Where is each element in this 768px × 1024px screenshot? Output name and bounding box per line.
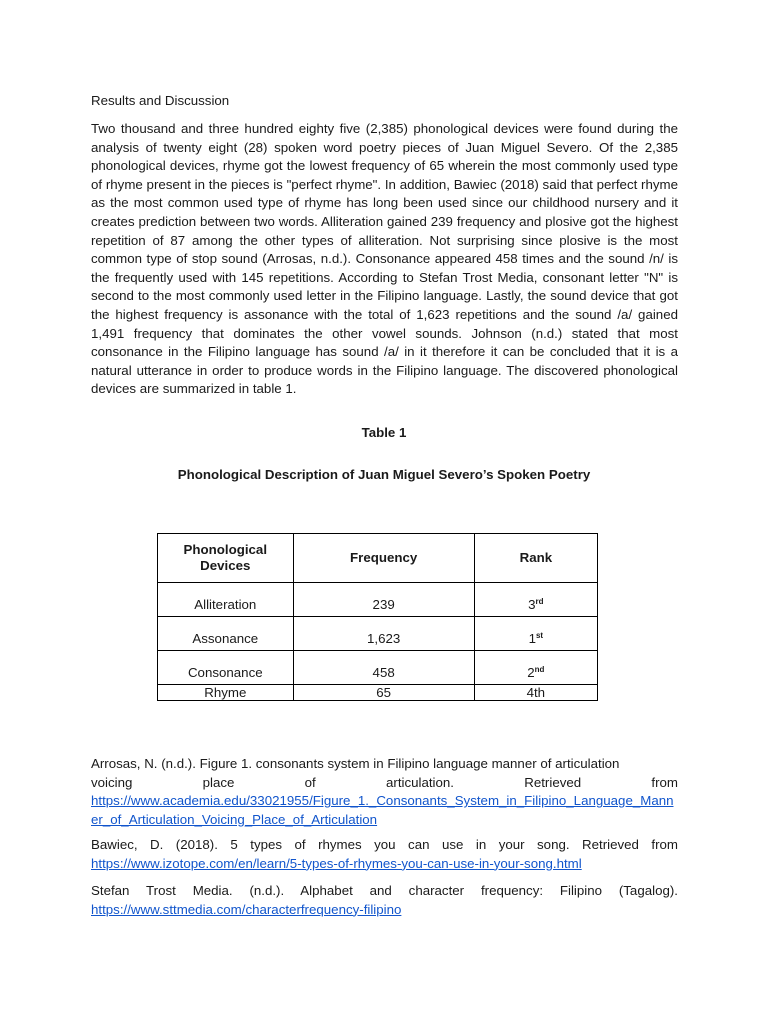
header-rank: Rank bbox=[474, 534, 597, 583]
rank-suffix: nd bbox=[534, 665, 545, 675]
cell-rank: 4th bbox=[474, 685, 597, 701]
cell-frequency: 65 bbox=[293, 685, 474, 701]
cell-frequency: 239 bbox=[293, 583, 474, 617]
cell-frequency: 458 bbox=[293, 651, 474, 685]
cell-rank bbox=[474, 651, 597, 685]
results-paragraph: Two thousand and three hundred eighty five (2,385) phonological devices were found during the analysis of twenty eight (28) spoken word poetry pieces of Juan Miguel Severo. Of the 2,385 phonological devices, rhyme got the lowest frequency of 65 wherein the most commonly used type of rhyme present in the pieces is "perfect rhyme". In addition, Bawiec (2018) said that perfect rhyme as the most common used type of rhyme has long been used since our childhood nursery and it creates prediction between two words. Alliteration gained 239 frequency and plosive got the highest repetition of 87 among the other types of alliteration. Not surprising since plosive is the most common type of stop sound (Arrosas, n.d.). Consonance appeared 458 times and the sound /n/ is the frequently used with 145 repetitions. According to Stefan Trost Media, consonant letter "N" is second to the most commonly used letter in the Filipino language. Lastly, the sound device that got the highest frequency is assonance with the total of 1,623 repetitions and the sound /a/ gained 1,491 frequency that dominates the other vowel sounds. Johnson (n.d.) stated that most consonance in the Filipino language has sound /a/ in it therefore it can be concluded that it is a natural utterance in order to produce words in the Filipino language. The discovered phonological devices are summarized in table 1. bbox=[91, 121, 678, 397]
rank-number: 2 bbox=[527, 665, 535, 681]
cell-device: Consonance bbox=[158, 651, 294, 685]
rank-suffix: rd bbox=[535, 597, 544, 607]
reference-text-line1: Arrosas, N. (n.d.). Figure 1. consonants system in Filipino language manner of articulation bbox=[91, 756, 620, 771]
rank-number: 3 bbox=[528, 597, 536, 613]
table-row bbox=[158, 685, 598, 701]
cell-device: Assonance bbox=[158, 617, 294, 651]
phonological-devices-table bbox=[157, 533, 598, 701]
table-row bbox=[158, 651, 598, 685]
reference-link-izotope[interactable]: https://www.izotope.com/en/learn/5-types-of-rhymes-you-can-use-in-your-song.html bbox=[91, 855, 582, 871]
reference-arrosas bbox=[91, 755, 678, 829]
cell-device: Alliteration bbox=[158, 583, 294, 617]
cell-frequency: 1,623 bbox=[293, 617, 474, 651]
table-row bbox=[158, 583, 598, 617]
cell-device: Rhyme bbox=[158, 685, 294, 701]
section-heading: Results and Discussion bbox=[91, 93, 230, 108]
rank-number: 1 bbox=[528, 631, 536, 647]
cell-rank bbox=[474, 617, 597, 651]
cell-rank bbox=[474, 583, 597, 617]
reference-text: Bawiec, D. (2018). 5 types of rhymes you can use in your song. Retrieved from bbox=[91, 837, 678, 852]
reference-text: Stefan Trost Media. (n.d.). Alphabet and character frequency: Filipino (Tagalog). bbox=[91, 883, 678, 898]
reference-stefan-trost bbox=[91, 882, 678, 919]
header-devices-line2: Devices bbox=[200, 558, 251, 573]
rank-suffix: st bbox=[535, 631, 544, 641]
reference-text-line2: voicing place of articulation. Retrieved from bbox=[91, 774, 678, 790]
table-number: Table 1 bbox=[361, 425, 407, 440]
reference-link-academia[interactable]: https://www.academia.edu/33021955/Figure_1._Consonants_System_in_Filipino_Language_Manner_of_Articulation_Voicing_Place_of_Articulation bbox=[91, 793, 674, 827]
table-header-row bbox=[158, 534, 598, 583]
reference-bawiec bbox=[91, 836, 678, 873]
reference-link-sttmedia[interactable]: https://www.sttmedia.com/characterfrequency-filipino bbox=[91, 901, 402, 917]
table-title: Phonological Description of Juan Miguel Severo’s Spoken Poetry bbox=[177, 467, 591, 482]
header-devices-line1: Phonological bbox=[183, 542, 268, 557]
header-frequency: Frequency bbox=[293, 534, 474, 583]
header-devices bbox=[158, 534, 294, 583]
table-row bbox=[158, 617, 598, 651]
